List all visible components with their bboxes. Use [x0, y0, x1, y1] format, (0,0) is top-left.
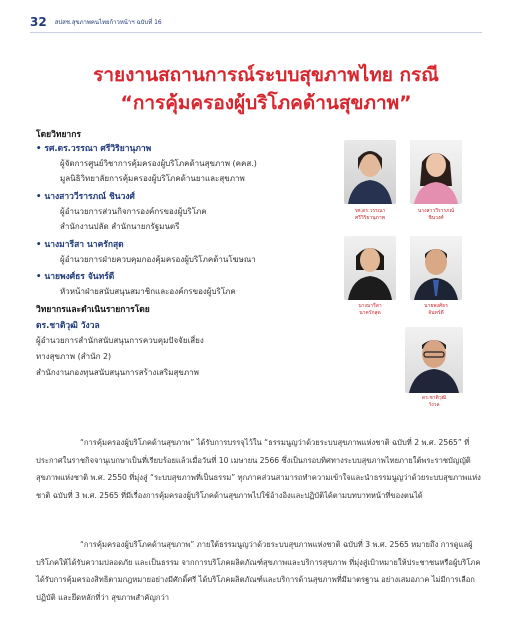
photo-caption-4: นายพงศ์ธร จันทร์ดี: [424, 303, 448, 316]
speaker-4-role: หัวหน้าฝ่ายสนับสนุนสมาชิกและองค์กรของผู้บริโภค: [60, 287, 236, 296]
speaker-2-org: สำนักงานปลัด สำนักนายกรัฐมนตรี: [60, 222, 180, 231]
speaker-name-1: • รศ.ดร.วรรณา ศรีวิริยานุภาพ: [36, 144, 152, 154]
article-title-line-2: “การคุ้มครองผู้บริโภคด้านสุขภาพ”: [120, 92, 412, 114]
photo-caption-1: รศ.ดร.วรรณา ศรีวิริยานุภาพ: [354, 208, 386, 221]
speaker-1-org: มูลนิธิวิทยาลัยการคุ้มครองผู้บริโภคด้านยาและสุขภาพ: [60, 174, 245, 183]
running-title: สปสช.สุขภาพคนไทยก้าวหน้าฯ ฉบับที่ 16: [54, 19, 162, 26]
page-header: [30, 15, 162, 29]
body-paragraph-2: “การคุ้มครองผู้บริโภคด้านสุขภาพ” ภายใต้ธรรมนูญว่าด้วยระบบสุขภาพแห่งชาติ ฉบับที่ 3 พ.ศ. 2565 หมายถึง การดูแลผู้บริโภคให้ได้รับความปลอดภัย และเป็นธรรม จากการบริโภคผลิตภัณฑ์สุขภาพและบริการสุขภาพ ที่มุ่งสู่เป้าหมายให้ประชาชนหรือผู้บริโภคได้รับการคุ้มครองสิทธิตามกฎหมายอย่างมีศักดิ์ศรี ได้บริโภคผลิตภัณฑ์และบริการด้านสุขภาพที่มีมาตรฐาน อย่างเสมอภาค ไม่มีการเลือกปฏิบัติ และยึดหลักที่ว่า สุขภาพสำคัญกว่า: [36, 540, 481, 602]
photo-caption-3: นางมารีสา นาครักสุด: [358, 303, 382, 316]
speaker-2-role: ผู้อำนวยการส่วนกิจการองค์กรของผู้บริโภค: [60, 207, 207, 216]
header-divider: [30, 32, 482, 33]
photo-caption-5: ดร.ชาติวุฒิ วังวล: [421, 395, 447, 408]
moderator-org: สำนักงานกองทุนสนับสนุนการสร้างเสริมสุขภาพ: [36, 368, 199, 377]
speaker-photo-4: [410, 236, 462, 300]
speaker-name-2: • นางสาววีรารภณ์ ชินวงศ์: [36, 192, 135, 202]
speaker-photo-2: [410, 140, 462, 204]
article-title-line-1: รายงานสถานการณ์ระบบสุขภาพไทย กรณี: [93, 64, 439, 86]
speaker-1-role: ผู้จัดการศูนย์วิชาการคุ้มครองผู้บริโภคด้านสุขภาพ (คคส.): [60, 159, 257, 168]
speaker-photo-3: [344, 236, 396, 300]
speaker-photo-1: [344, 140, 396, 204]
authors-label: โดยวิทยากร: [36, 130, 81, 140]
page-number: 32: [30, 15, 47, 29]
moderator-label: วิทยากรและดำเนินรายการโดย: [36, 305, 150, 315]
moderator-role-2: ทางสุขภาพ (สำนัก 2): [36, 352, 112, 361]
moderator-name: ดร.ชาติวุฒิ วังวล: [36, 321, 100, 331]
moderator-role-1: ผู้อำนวยการสำนักสนับสนุนการควบคุมปัจจัยเสี่ยง: [36, 336, 204, 345]
speaker-3-role: ผู้อำนวยการฝ่ายควบคุมกองคุ้มครองผู้บริโภคด้านโฆษณา: [60, 255, 256, 264]
speaker-photo-5: [405, 327, 463, 393]
body-paragraph-1: “การคุ้มครองผู้บริโภคด้านสุขภาพ” ได้รับการบรรจุไว้ใน “ธรรมนูญว่าด้วยระบบสุขภาพแห่งชาติ ฉบับที่ 2 พ.ศ. 2565” ที่ประกาศในราชกิจจานุเบกษาเป็นที่เรียบร้อยแล้วเมื่อวันที่ 10 เมษายน 2566 ซึ่งเป็นกรอบทิศทางระบบสุขภาพไทยภายใต้พระราชบัญญัติสุขภาพแห่งชาติ พ.ศ. 2550 ที่มุ่งสู่ “ระบบสุขภาพที่เป็นธรรม” ทุกภาคส่วนสามารถทำความเข้าใจและนำธรรมนูญว่าด้วยระบบสุขภาพแห่งชาติ ฉบับที่ 3 พ.ศ. 2565 ที่มีเรื่องการคุ้มครองผู้บริโภคด้านสุขภาพไปใช้อ้างอิงและปฏิบัติได้ตามบทบาทหน้าที่ของตนได้: [36, 438, 481, 500]
speaker-name-3: • นางมารีสา นาครักสุด: [36, 240, 124, 250]
photo-caption-2: นางสาววีรารภณ์ ชินวงศ์: [417, 208, 455, 221]
speaker-name-4: • นายพงศ์ธร จันทร์ดี: [36, 272, 115, 282]
